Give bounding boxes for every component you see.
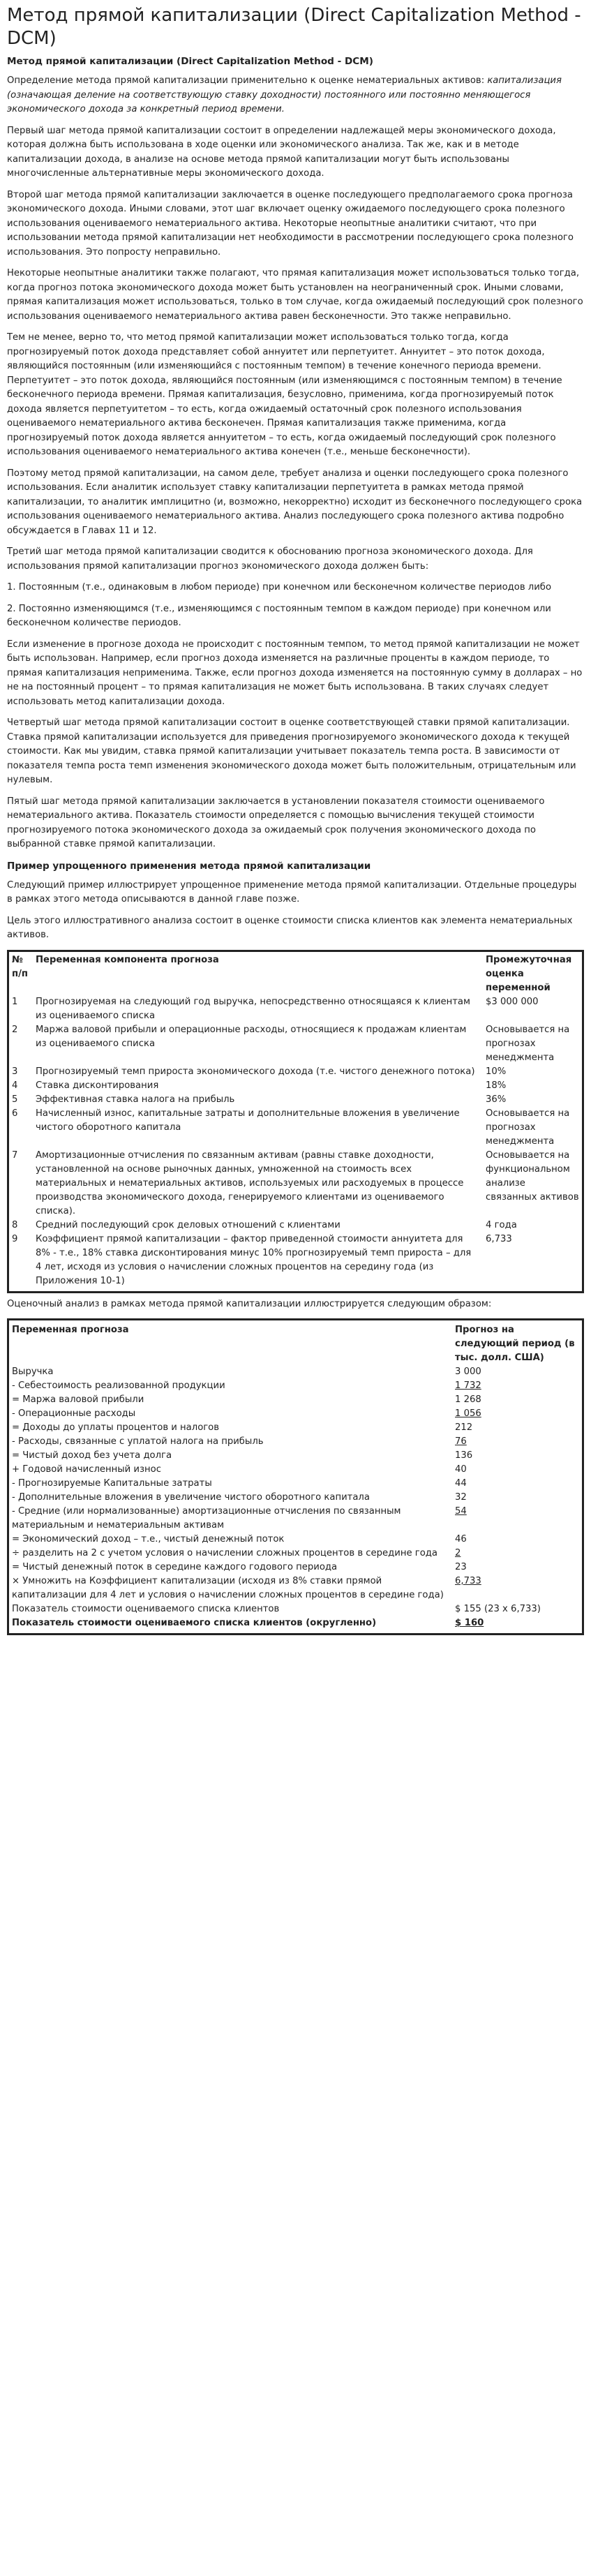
paragraph: Если изменение в прогнозе дохода не происходит с постоянным темпом, то метод прямой капитализации не может быть использован. Например, если прогноз дохода изменяется на различные проценты в каждом периоде, то прямая капитализация неприменима. Также, если прогноз дохода изменяется на постоянную сумму в долларах – но не на постоянный процент – то прямая капитализация не может быть использована. В таких случаях следует использовать метод капитализации дохода. xyxy=(7,639,583,707)
row-value: $3 000 000 xyxy=(486,996,539,1007)
row-variable: ÷ разделить на 2 с учетом условия о начислении сложных процентов в середине года xyxy=(12,1548,437,1558)
row-variable: Показатель стоимости оцениваемого списка клиентов xyxy=(12,1604,280,1614)
row-forecast-cell xyxy=(455,1435,579,1449)
table-row xyxy=(12,1505,579,1533)
row-component: Начисленный износ, капитальные затраты и дополнительные вложения в увеличение чистого оборотного капитала xyxy=(36,1108,460,1133)
row-forecast-cell xyxy=(455,1574,579,1602)
row-forecast-value: 40 xyxy=(455,1464,467,1475)
row-variable: + Годовой начисленный износ xyxy=(12,1464,161,1475)
table-row xyxy=(12,1365,579,1379)
row-forecast-cell xyxy=(455,1407,579,1421)
row-value: 4 года xyxy=(486,1219,517,1230)
table-row xyxy=(12,1561,579,1574)
row-forecast-cell xyxy=(455,1365,579,1379)
row-variable: = Экономический доход – т.е., чистый денежный поток xyxy=(12,1534,285,1544)
row-forecast-cell xyxy=(455,1421,579,1435)
definition-paragraph xyxy=(7,74,584,117)
definition-italic: капитализация (означающая деление на соответствующую ставку доходности) постоянного или постоянно меняющегося экономического дохода за конкретный период времени. xyxy=(7,75,562,114)
table-row xyxy=(12,1449,579,1463)
row-variable: = Чистый денежный поток в середине каждого годового периода xyxy=(12,1562,338,1572)
table-row xyxy=(12,1547,579,1561)
table-row xyxy=(12,1435,579,1449)
row-forecast-value: 1 268 xyxy=(455,1394,481,1405)
table-row xyxy=(12,1079,579,1093)
table-row xyxy=(12,1065,579,1079)
row-value: Основывается на прогнозах менеджмента xyxy=(486,1108,570,1147)
table-body xyxy=(12,995,579,1288)
row-forecast-cell xyxy=(455,1616,579,1630)
definition-lead: Определение метода прямой капитализации применительно к оценке нематериальных активов: xyxy=(7,75,488,86)
row-forecast-value: 1 732 xyxy=(455,1380,481,1391)
table-row xyxy=(12,1219,579,1233)
row-forecast-value: 44 xyxy=(455,1478,467,1489)
table-row xyxy=(12,1393,579,1407)
valuation-analysis-table xyxy=(7,1318,584,1635)
paragraph: Пятый шаг метода прямой капитализации заключается в установлении показателя стоимости оцениваемого нематериального актива. Показатель стоимости определяется с помощью вычисления текущей стоимости прогнозируемого потока экономического дохода за ожидаемый срок получения экономического дохода по выбранной ставке прямой капитализации. xyxy=(7,796,545,849)
row-forecast-cell xyxy=(455,1505,579,1533)
row-number: 3 xyxy=(12,1066,18,1077)
row-variable: = Чистый доход без учета долга xyxy=(12,1450,172,1461)
header-number: № п/п xyxy=(12,954,29,979)
row-forecast-cell xyxy=(455,1547,579,1561)
header-value: Промежуточная оценка переменной xyxy=(486,954,572,993)
row-value: 6,733 xyxy=(486,1233,512,1244)
row-forecast-value: 1 056 xyxy=(455,1408,481,1419)
row-variable: = Маржа валовой прибыли xyxy=(12,1394,144,1405)
article xyxy=(0,4,591,1635)
table-row xyxy=(12,1149,579,1219)
row-forecast-value: $ 160 xyxy=(455,1618,484,1628)
paragraph: Некоторые неопытные аналитики также полагают, что прямая капитализация может использоваться только тогда, когда прогноз потока экономического дохода может быть установлен на неограниченный срок. Иными словами, прямая капитализация может использоваться, только в том случае, когда ожидаемый последующий срок полезного использования оцениваемого нематериального актива равен бесконечности. Это также неправильно. xyxy=(7,268,583,322)
header-variable: Переменная прогноза xyxy=(12,1325,129,1335)
forecast-components-table xyxy=(7,950,584,1293)
table-row xyxy=(12,1616,579,1630)
row-number: 5 xyxy=(12,1094,18,1105)
paragraph: Четвертый шаг метода прямой капитализации состоит в оценке соответствующей ставки прямой капитализации. Ставка прямой капитализации используется для приведения прогнозируемого экономического дохода к текущей стоимости. Как мы увидим, ставка прямой капитализации учитывает показатель темпа роста. В зависимости от показателя темпа роста темп изменения экономического дохода может быть положительным, отрицательным или нулевым. xyxy=(7,717,576,785)
row-variable: Показатель стоимости оцениваемого списка клиентов (округленно) xyxy=(12,1618,377,1628)
paragraph: Цель этого иллюстративного анализа состоит в оценке стоимости списка клиентов как элемента нематериальных активов. xyxy=(7,915,573,940)
row-variable: - Средние (или нормализованные) амортизационные отчисления по связанным материальным и нематериальным активам xyxy=(12,1506,401,1531)
row-value: 36% xyxy=(486,1094,507,1105)
table-row xyxy=(12,1602,579,1616)
table-header-row xyxy=(12,1323,579,1365)
row-forecast-cell xyxy=(455,1477,579,1491)
row-component: Средний последующий срок деловых отношений с клиентами xyxy=(36,1219,341,1230)
row-component: Прогнозируемая на следующий год выручка, непосредственно относящаяся к клиентам из оцениваемого списка xyxy=(36,996,470,1021)
row-forecast-value: $ 155 (23 х 6,733) xyxy=(455,1604,541,1614)
table-row xyxy=(12,1463,579,1477)
header-component: Переменная компонента прогноза xyxy=(36,954,219,965)
example-heading: Пример упрощенного применения метода прямой капитализации xyxy=(7,860,371,872)
row-component: Коэффициент прямой капитализации – фактор приведенной стоимости аннуитета для 8% - т.е., 18% ставка дисконтирования минус 10% прогнозируемый темп прироста – для 4 лет, исходя из условия о начислении сложных процентов на середину года (из Приложения 10-1) xyxy=(36,1233,472,1286)
table-row xyxy=(12,1477,579,1491)
row-number: 2 xyxy=(12,1024,18,1035)
row-number: 7 xyxy=(12,1149,18,1161)
paragraph: Поэтому метод прямой капитализации, на самом деле, требует анализа и оценки последующего срока полезного использования. Если аналитик использует ставку капитализации перпетуитета в рамках метода прямой капитализации, то аналитик имплицитно (и, возможно, некорректно) исходит из бесконечного последующего срока использования оцениваемого нематериального актива. Анализ последующего срока полезного актива подробно обсуждается в Главах 11 и 12. xyxy=(7,468,583,536)
row-forecast-cell xyxy=(455,1602,579,1616)
row-forecast-value: 54 xyxy=(455,1506,467,1517)
row-variable: - Операционные расходы xyxy=(12,1408,136,1419)
row-forecast-cell xyxy=(455,1379,579,1393)
row-number: 8 xyxy=(12,1219,18,1230)
row-number: 6 xyxy=(12,1108,18,1119)
row-forecast-value: 6,733 xyxy=(455,1576,481,1586)
row-number: 9 xyxy=(12,1233,18,1244)
row-forecast-cell xyxy=(455,1449,579,1463)
table-row xyxy=(12,1533,579,1547)
row-forecast-value: 76 xyxy=(455,1436,467,1447)
table-intro: Оценочный анализ в рамках метода прямой капитализации иллюстрируется следующим образом: xyxy=(7,1298,492,1309)
example-paragraphs xyxy=(7,879,584,943)
row-variable: Выручка xyxy=(12,1367,54,1377)
table-row xyxy=(12,1574,579,1602)
row-forecast-cell xyxy=(455,1463,579,1477)
table-row xyxy=(12,1107,579,1149)
table-row xyxy=(12,1233,579,1288)
row-forecast-value: 136 xyxy=(455,1450,473,1461)
row-component: Амортизационные отчисления по связанным активам (равны ставке доходности, установленной на основе рыночных данных, умноженной на стоимость всех материальных и нематериальных активов, используемых или расходуемых в процессе производства экономического дохода, генерируемого клиентами из оцениваемого списка). xyxy=(36,1149,464,1216)
row-component: Маржа валовой прибыли и операционные расходы, относящиеся к продажам клиентам из оцениваемого списка xyxy=(36,1024,467,1049)
row-component: Эффективная ставка налога на прибыль xyxy=(36,1094,235,1105)
table-row xyxy=(12,995,579,1023)
row-forecast-cell xyxy=(455,1491,579,1505)
row-forecast-value: 2 xyxy=(455,1548,461,1558)
table-row xyxy=(12,1093,579,1107)
row-variable: - Прогнозируемые Капитальные затраты xyxy=(12,1478,212,1489)
table-header-row xyxy=(12,953,579,995)
table-row xyxy=(12,1407,579,1421)
row-value: Основывается на функциональном анализе связанных активов xyxy=(486,1149,579,1203)
paragraph: Второй шаг метода прямой капитализации заключается в оценке последующего предполагаемого срока прогноза экономического дохода. Иными словами, этот шаг включает оценку ожидаемого последующего срока полезного использования оцениваемого нематериального актива. Некоторые неопытные аналитики считают, что при использовании метода прямой капитализации нет необходимости в рассмотрении последующего срока полезного использования. Это попросту неправильно. xyxy=(7,189,574,258)
row-variable: - Себестоимость реализованной продукции xyxy=(12,1380,225,1391)
paragraph: Тем не менее, верно то, что метод прямой капитализации может использоваться только тогда, когда прогнозируемый поток дохода представляет собой аннуитет или перпетуитет. Аннуитет – это поток дохода, являющийся постоянным (или изменяющийся с постоянным темпом) в течение конечного периода времени. Перпетуитет – это поток дохода, являющийся постоянным (или изменяющимся с постоянным темпом) в течение бесконечного периода времени. Прямая капитализация, безусловно, применима, когда прогнозируемый поток дохода является перпетуитетом – то есть, когда ожидаемый остаточный срок полезного использования оцениваемого нематериального актива бесконечен. Прямая капитализация также применима, когда прогнозируемый поток дохода является аннуитетом – то есть, когда ожидаемый последующий срок полезного использования оцениваемого нематериального актива конечен (т.е., меньше бесконечности). xyxy=(7,332,562,457)
paragraph: Третий шаг метода прямой капитализации сводится к обоснованию прогноза экономического дохода. Для использования прямой капитализации прогноз экономического дохода должен быть: xyxy=(7,546,533,572)
row-variable: × Умножить на Коэффициент капитализации (исходя из 8% ставки прямой капитализации для 4 лет и условия о начислении сложных процентов в середине года) xyxy=(12,1576,444,1600)
row-number: 1 xyxy=(12,996,18,1007)
row-forecast-cell xyxy=(455,1393,579,1407)
row-forecast-value: 46 xyxy=(455,1534,467,1544)
row-forecast-cell xyxy=(455,1561,579,1574)
row-value: Основывается на прогнозах менеджмента xyxy=(486,1024,570,1063)
row-forecast-cell xyxy=(455,1533,579,1547)
table-row xyxy=(12,1379,579,1393)
row-number: 4 xyxy=(12,1080,18,1091)
table-body xyxy=(12,1365,579,1630)
section-heading: Метод прямой капитализации (Direct Capitalization Method - DCM) xyxy=(7,56,374,67)
paragraph: 2. Постоянно изменяющимся (т.е., изменяющимся с постоянным темпом в каждом периоде) при конечном или бесконечном количестве периодов. xyxy=(7,603,551,628)
table-row xyxy=(12,1421,579,1435)
paragraph: Первый шаг метода прямой капитализации состоит в определении надлежащей меры экономического дохода, которая должна быть использована в ходе оценки или экономического анализа. Так же, как и в методе капитализации дохода, в анализе на основе метода прямой капитализации могут быть использованы многочисленные альтернативные меры экономического дохода. xyxy=(7,125,556,179)
row-variable: = Доходы до уплаты процентов и налогов xyxy=(12,1422,220,1433)
row-component: Ставка дисконтирования xyxy=(36,1080,159,1091)
row-value: 10% xyxy=(486,1066,507,1077)
row-value: 18% xyxy=(486,1080,507,1091)
row-forecast-value: 23 xyxy=(455,1562,467,1572)
row-variable: - Расходы, связанные с уплатой налога на прибыль xyxy=(12,1436,264,1447)
row-variable: - Дополнительные вложения в увеличение чистого оборотного капитала xyxy=(12,1492,370,1503)
body-paragraphs xyxy=(7,124,584,852)
row-component: Прогнозируемый темп прироста экономического дохода (т.е. чистого денежного потока) xyxy=(36,1066,475,1077)
header-forecast: Прогноз на следующий период (в тыс. долл. США) xyxy=(455,1325,575,1363)
paragraph: Следующий пример иллюстрирует упрощенное применение метода прямой капитализации. Отдельные процедуры в рамках этого метода описываются в данной главе позже. xyxy=(7,879,577,904)
row-forecast-value: 32 xyxy=(455,1492,467,1503)
table-row xyxy=(12,1023,579,1065)
row-forecast-value: 212 xyxy=(455,1422,473,1433)
row-forecast-value: 3 000 xyxy=(455,1367,481,1377)
paragraph: 1. Постоянным (т.е., одинаковым в любом периоде) при конечном или бесконечном количестве периодов либо xyxy=(7,582,552,593)
page-title: Метод прямой капитализации (Direct Capitalization Method - DCM) xyxy=(7,5,581,49)
table-row xyxy=(12,1491,579,1505)
